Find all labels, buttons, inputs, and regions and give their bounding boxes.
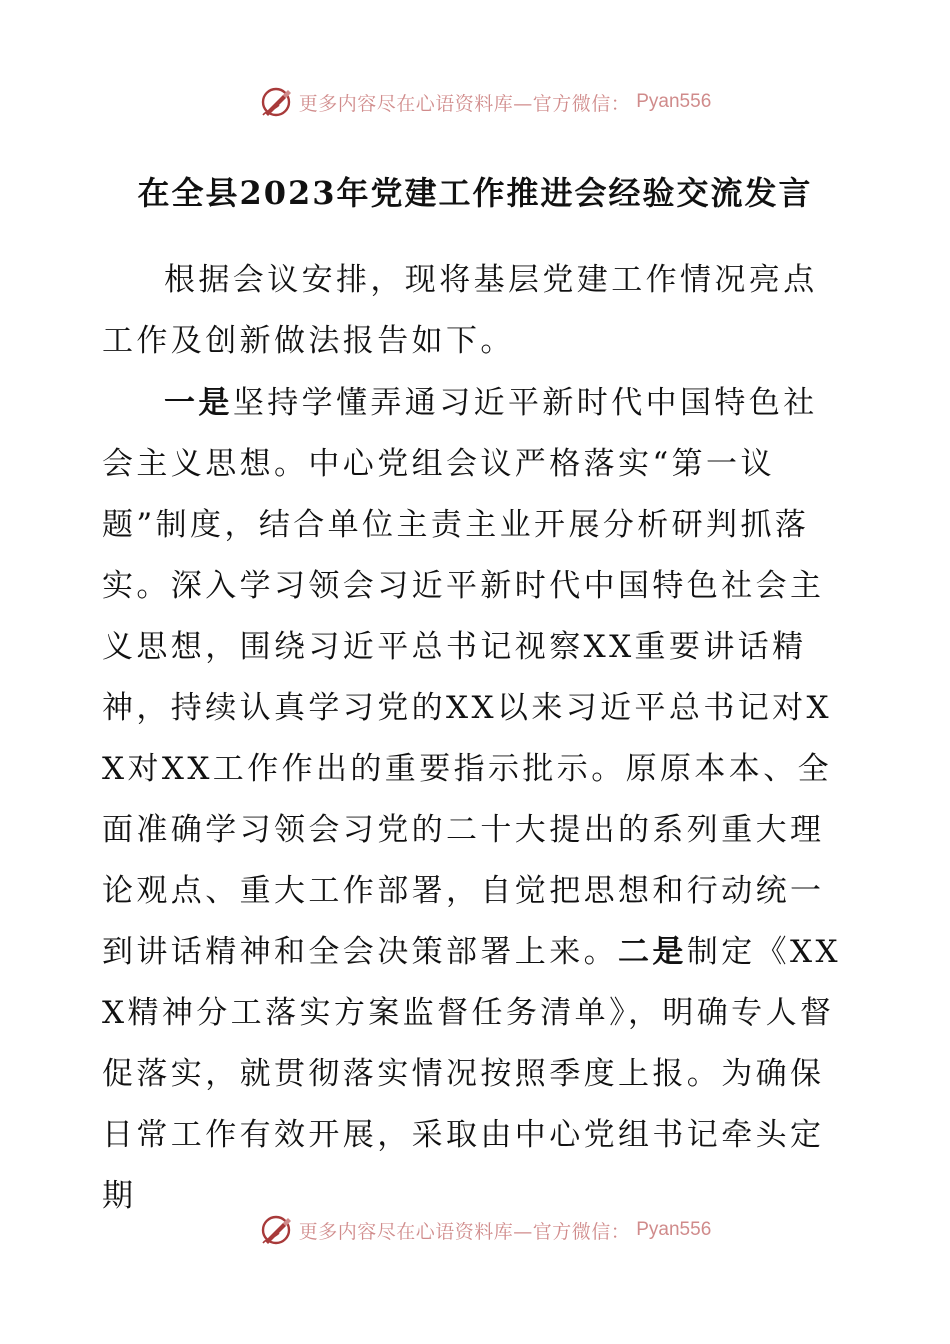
pen-circle-logo-icon: [259, 1213, 293, 1247]
paragraph-text-one: 坚持学懂弄通习近平新时代中国特色社会主义思想。中心党组会议严格落实“第一议题”制度，结合单位主责主业开展分析研判抓落实。深入学习领会习近平新时代中国特色社会主义思想，围绕习近平总书记视察XX重要讲话精神，持续认真学习党的XX以来习近平总书记对XX对XX工作作出的重要指示批示。原原本本、全面准确学习领会习党的二十大提出的系列重大理论观点、重大工作部署，自觉把思想和行动统一到讲话精神和全会决策部署上来。: [102, 385, 833, 970]
banner-text: 更多内容尽在心语资料库—官方微信：: [298, 92, 631, 115]
banner-text: 更多内容尽在心语资料库—官方微信：: [298, 1220, 631, 1243]
banner-wechat-id: Pyan556: [636, 91, 712, 112]
document-title: 在全县2023年党建工作推进会经验交流发言: [137, 174, 813, 212]
pen-circle-logo-icon: [259, 85, 293, 119]
lead-label-one: 一是: [164, 385, 233, 421]
banner-wechat-id: Pyan556: [636, 1219, 712, 1240]
section-paragraph: [102, 373, 847, 1227]
intro-paragraph: 根据会议安排，现将基层党建工作情况亮点工作及创新做法报告如下。: [102, 262, 818, 359]
paragraph-text-two: 制定《XXX精神分工落实方案监督任务清单》，明确专人督促落实，就贯彻落实情况按照季度上报。为确保日常工作有效开展，采取由中心党组书记牵头定期: [102, 934, 841, 1214]
header-watermark-banner: [0, 82, 950, 122]
lead-label-two: 二是: [618, 934, 687, 970]
footer-watermark-banner: [0, 1210, 950, 1250]
document-body: [102, 250, 847, 1227]
